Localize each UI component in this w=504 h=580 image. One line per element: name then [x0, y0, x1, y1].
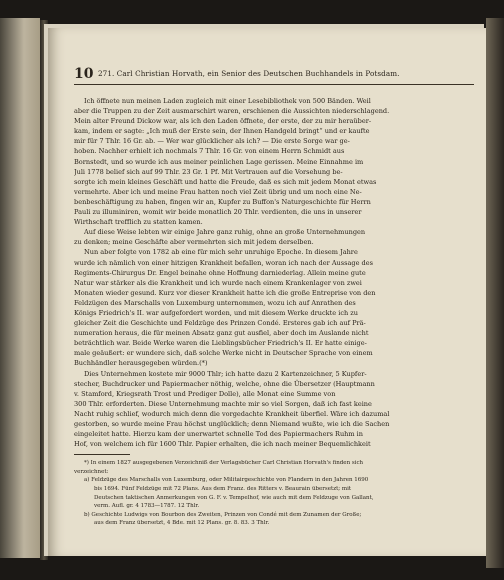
body-line: zu denken; meine Geschäfte aber vermehrten sich mit jedem derselben. — [74, 238, 314, 247]
running-head: 271. Carl Christian Horvath, ein Senior des Deutschen Buchhandels in Potsdam. — [98, 69, 400, 78]
body-line: numeration heraus, die für meinen Absatz ganz gut ausfiel, aber doch im Auslande nicht — [74, 329, 369, 338]
body-line: gleicher Zeit die Geschichte und Feldzüge des Prinzen Condé. Ersteres gab ich auf Prä- — [74, 319, 366, 328]
body-line: beträchtlich war. Beide Werke waren die Lieblingsbücher Friedrich's II. Er hatte einige- — [74, 339, 367, 348]
body-line: Ich öffnete nun meinen Laden zugleich mit einer Lesebibliothek von 500 Bänden. Weil — [84, 97, 371, 105]
body-line: vermehrte. Aber ich und meine Frau hatten noch viel Zeit übrig und um noch eine Ne- — [74, 187, 362, 196]
body-line: 300 Thlr. erforderten. Diese Unternehmung machte mir so viel Sorgen, daß ich fast keine — [74, 399, 372, 408]
body-line: Feldzügen des Marschalls von Luxemburg unternommen, wozu ich auf Anrathen des — [74, 298, 356, 307]
body-line: Regiments-Chirurgus Dr. Engel beinahe ohne Hoffnung darniederlag. Allein meine gute — [74, 268, 366, 277]
footnote-line: bis 1694. Fünf Feldzüge mit 72 Plans. Aus dem Franz. des Ritters v. Beaurain übersetzt; mit — [94, 486, 352, 493]
body-line: v. Stamford, Kriegsrath Trost und Prediger Dolle), alle Monat eine Summe von — [74, 389, 336, 398]
body-line: male geäußert: er wundere sich, daß solche Werke nicht in Deutscher Sprache von einem — [74, 349, 373, 358]
body-line: Pauli zu illuminiren, womit wir beide monatlich 20 Thlr. verdienten, die uns in unserer — [74, 208, 362, 217]
body-line: Mein alter Freund Dickow war, als ich den Laden öffnete, der erste, der zu mir heraüber- — [74, 117, 372, 126]
body-line: Wirthschaft trefflich zu statten kamen. — [74, 218, 203, 227]
body-line: Nacht ruhig schlief, wodurch mich denn die vorgedachte Krankheit überfiel. Wäre ich dazumal — [74, 409, 390, 418]
body-line: mir für 7 Thlr. 16 Gr. ab. — Wer war glücklicher als ich? — Die erste Sorge war ge- — [74, 137, 350, 146]
body-line: sorgte ich mein kleines Geschäft und hatte die Freude, daß es sich mit jedem Monat etwas — [74, 177, 377, 186]
footnotes — [74, 459, 474, 528]
body-line: Bornstedt, und so wurde ich aus meiner peinlichen Lage gerissen. Meine Einnahme im — [74, 157, 364, 166]
footnote-line: b) Geschichte Ludwigs von Bourbon des Zweiten, Prinzen von Condé mit dem Zunamen der Große; — [84, 511, 362, 518]
header-rule — [74, 84, 474, 85]
page-number: 10 — [74, 66, 94, 82]
footnote-line: verm. Aufl. gr. 4 1783—1787. 12 Thlr. — [94, 503, 200, 510]
body-line: wurde ich nämlich von einer hitzigen Krankheit befallen, woran ich nach der Aussage des — [74, 258, 373, 267]
body-line: Auf diese Weise lebten wir einige Jahre ganz ruhig, ohne an große Unternehmungen — [84, 228, 366, 237]
body-line: Juli 1778 belief sich auf 99 Thlr. 23 Gr. 1 Pf. Mit Vertrauen auf die Vorsehung be- — [74, 167, 343, 176]
body-line: Königs Friedrich's II. war aufgefordert worden, und mit diesem Werke druckte ich zu — [74, 308, 358, 317]
facing-page-edge — [0, 18, 40, 558]
footnote-line: a) Feldzüge des Marschalls von Luxemburg, oder Militairgeschichte von Flandern in den Jahren 1690 — [84, 477, 369, 484]
body-line: stecher, Buchdrucker und Papiermacher nöthig, welche, ohne die Übersetzer (Hauptmann — [74, 379, 375, 388]
footnote-line: *) In einem 1827 ausgegebenen Verzeichniß der Verlagsbücher Carl Christian Horvath's finden sich — [84, 460, 364, 467]
footnote-line: aus dem Franz übersetzt, 4 Bde. mit 12 Plans. gr. 8. 83. 3 Thlr. — [94, 520, 270, 527]
body-line: eingeleitet hatte. Hierzu kam der unerwartet schnelle Tod des Papiermachers Ruhm in — [74, 430, 363, 439]
book-right-edge — [486, 18, 504, 568]
body-line: Dies Unternehmen kostete mir 9000 Thlr; ich hatte dazu 2 Kartenzeichner, 5 Kupfer- — [84, 369, 367, 378]
body-line: hoben. Nachher erhielt ich nochmals 7 Thlr. 16 Gr. von einem Herrn Schmidt aus — [74, 147, 345, 156]
body-line: Hof, von welchem ich für 1600 Thlr. Papier erhalten, die ich nach meiner Bequemlichkeit — [74, 440, 371, 449]
page-header — [74, 66, 474, 82]
body-line: benbeschäftigung zu haben, fingen wir an, Kupfer zu Buffon's Naturgeschichte für Herrn — [74, 197, 371, 206]
body-text — [74, 96, 474, 449]
footnote-rule — [74, 454, 130, 455]
body-line: Buchhändler herausgegeben würden.(*) — [74, 359, 208, 368]
footnote-line: Deutschen taktischen Anmerkungen von G. F. v. Tempelhof, wie auch mit dem Feldzuge von Gallant, — [94, 494, 374, 501]
body-line: Natur war stärker als die Krankheit und ich wurde nach einem Krankenlager von zwei — [74, 278, 362, 287]
body-line: gestorben, so wurde meine Frau höchst unglücklich; denn Niemand wußte, wie ich die Sachen — [74, 420, 390, 428]
body-line: Nun aber folgte von 1782 ab eine für mich sehr unruhige Epoche. In diesem Jahre — [84, 248, 358, 257]
body-line: Monaten wieder gesund. Kurz vor dieser Krankheit hatte ich die große Entreprise von den — [74, 288, 376, 297]
footnote-line: verzeichnet: — [74, 468, 109, 475]
body-line: kam, indem er sagte: „Ich muß der Erste sein, der Ihnen Handgeld bringt“ und er kaufte — [74, 127, 370, 136]
page-content — [74, 66, 474, 528]
body-line: aber die Truppen zu der Zeit ausmarschirt waren, erschienen die Aussichten niederschlagend. — [74, 107, 390, 116]
